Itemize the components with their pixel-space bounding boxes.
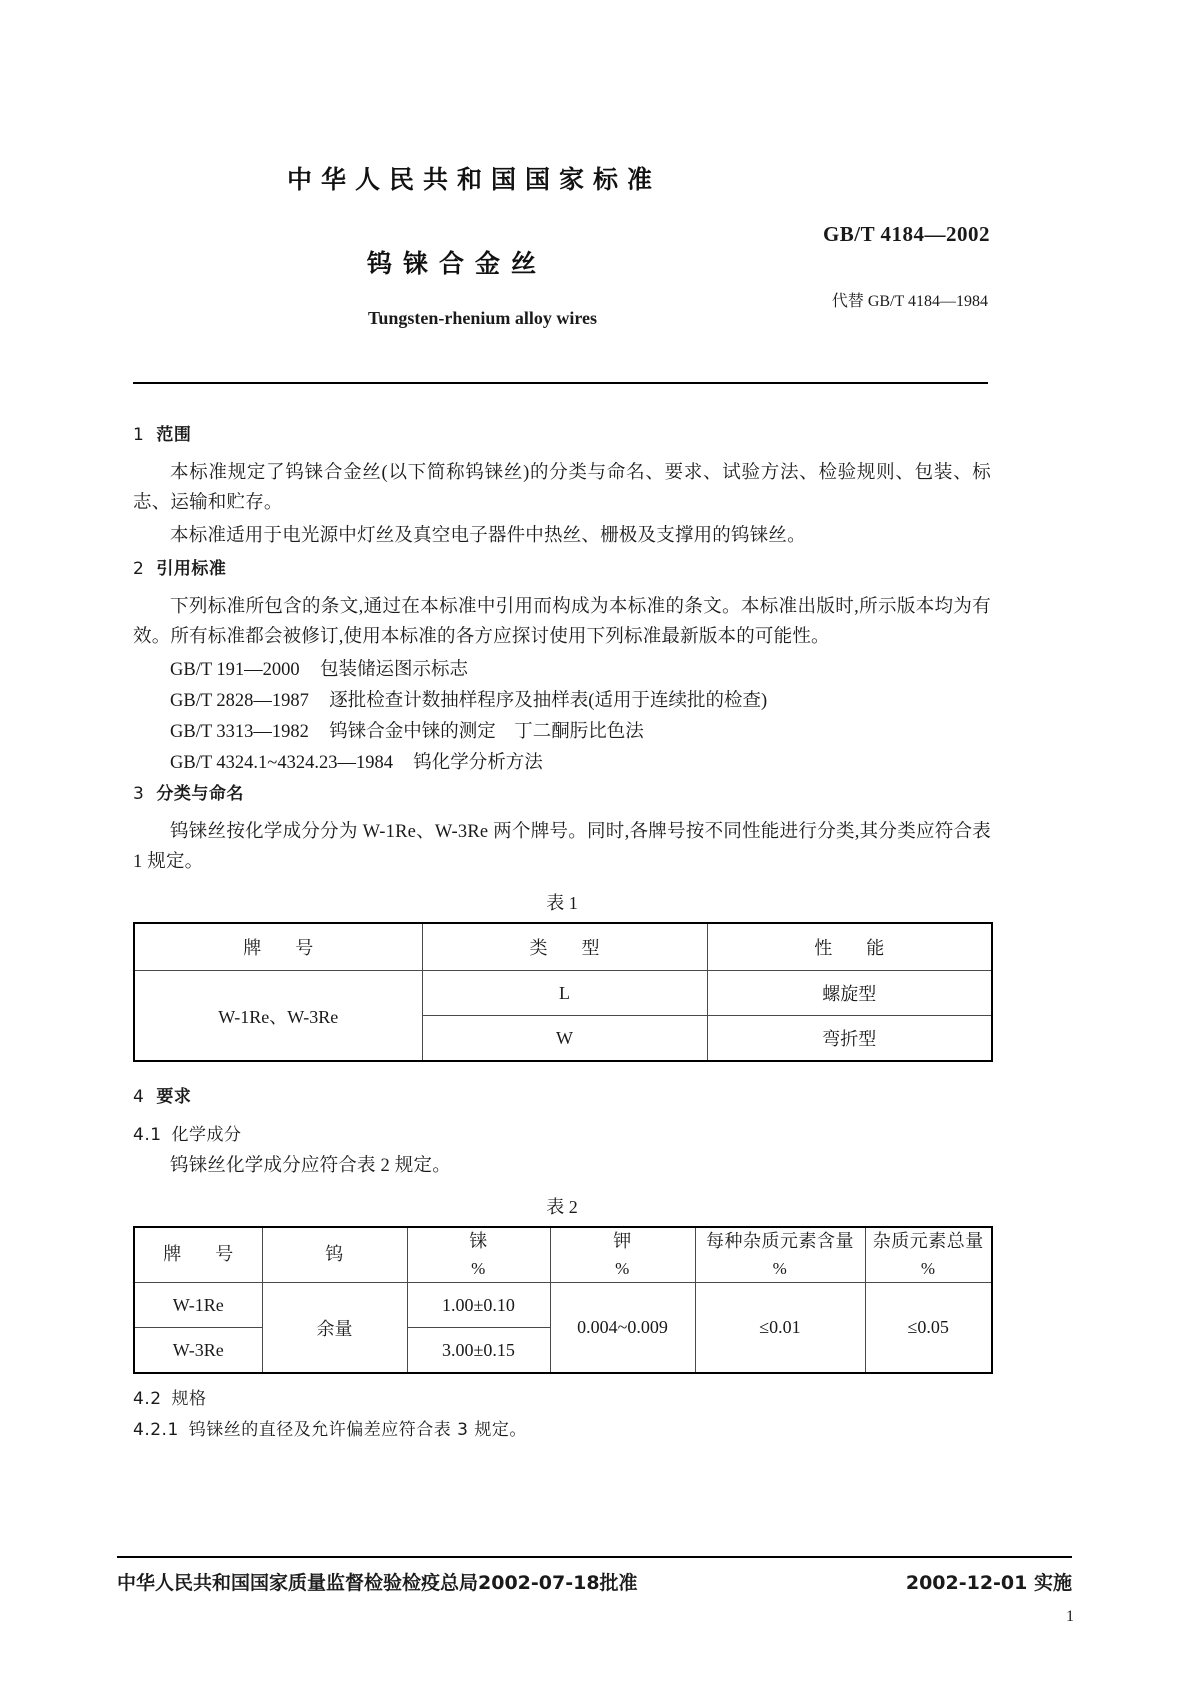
table-2-each-impurity-cell: ≤0.01: [695, 1283, 865, 1374]
footer-implementation-date: 2002-12-01 实施: [905, 1572, 1072, 1594]
table-2-header-tungsten: [262, 1227, 407, 1283]
table-2-grade-cell: W-3Re: [134, 1328, 262, 1374]
reference-code: GB/T 4324.1~4324.23—1984: [170, 753, 393, 773]
table-1-row: [134, 971, 992, 1016]
reference-item: [133, 655, 991, 686]
section-title-3: 分类与命名: [156, 784, 244, 804]
table-2-header-each-impurity-label: 每种杂质元素含量: [706, 1231, 854, 1251]
section-number-4: 4: [133, 1087, 145, 1107]
table-2: [133, 1226, 993, 1374]
section-text-4-2-1: 钨铼丝的直径及允许偏差应符合表 3 规定。: [188, 1420, 527, 1441]
table-2-header-each-impurity-unit: %: [772, 1258, 788, 1278]
section-1-paragraph-1: 本标准规定了钨铼合金丝(以下简称钨铼丝)的分类与命名、要求、试验方法、检验规则、包装、标志、运输和贮存。: [133, 463, 991, 513]
section-number-2: 2: [133, 559, 145, 579]
section-3-paragraph-1: 钨铼丝按化学成分分为 W-1Re、W-3Re 两个牌号。同时,各牌号按不同性能进行分类,其分类应符合表 1 规定。: [133, 822, 991, 872]
table-1-header-property-label: 性 能: [814, 938, 893, 958]
section-heading-2: [133, 554, 991, 579]
table-1-type-cell: L: [422, 971, 707, 1016]
table-1-header-type: [422, 923, 707, 971]
table-2-header-each-impurity: [695, 1227, 865, 1283]
reference-code: GB/T 2828—1987: [170, 691, 309, 711]
table-2-header-total-impurity-unit: %: [920, 1258, 936, 1278]
table-2-grade-cell: W-1Re: [134, 1283, 262, 1328]
table-1-header-grade-label: 牌 号: [243, 938, 322, 958]
reference-title: 钨化学分析方法: [413, 753, 543, 773]
table-2-header-rhenium-unit: %: [471, 1258, 486, 1278]
reference-title: 逐批检查计数抽样程序及抽样表(适用于连续批的检查): [329, 691, 768, 711]
reference-title: 包装储运图示标志: [320, 660, 469, 680]
table-2-header-potassium-unit: %: [615, 1258, 630, 1278]
replaces-standard: 代替 GB/T 4184—1984: [831, 293, 988, 310]
table-2-header-potassium-label: 钾: [613, 1231, 632, 1251]
section-heading-3: [133, 779, 991, 804]
section-heading-1: [133, 420, 991, 445]
reference-title: 钨铼合金中铼的测定 丁二酮肟比色法: [329, 722, 644, 742]
section-2-paragraph-1: 下列标准所包含的条文,通过在本标准中引用而构成为本标准的条文。本标准出版时,所示版本均为有效。所有标准都会被修订,使用本标准的各方应探讨使用下列标准最新版本的可能性。: [133, 597, 991, 647]
document-title-cn: 钨铼合金丝: [367, 249, 548, 278]
standard-code: GB/T 4184—2002: [822, 222, 990, 246]
reference-code: GB/T 3313—1982: [170, 722, 309, 742]
table-2-header-total-impurity-label: 杂质元素总量: [872, 1231, 984, 1251]
section-number-1: 1: [133, 425, 145, 445]
section-title-4-2: 规格: [171, 1389, 207, 1410]
table-2-header-rhenium-label: 铼: [469, 1231, 488, 1251]
header-divider: [133, 382, 988, 384]
table-1-property-cell: 弯折型: [707, 1016, 992, 1062]
section-number-4-2-1: 4.2.1: [133, 1420, 179, 1441]
national-standard-title: 中华人民共和国国家标准: [287, 165, 662, 194]
table-1-header-grade: [134, 923, 422, 971]
document-footer: [117, 1568, 1072, 1595]
reference-item: [133, 717, 991, 748]
section-number-4-2: 4.2: [133, 1389, 162, 1410]
footer-divider: [117, 1556, 1072, 1558]
section-title-1: 范围: [156, 425, 192, 445]
table-2-potassium-cell: 0.004~0.009: [550, 1283, 695, 1374]
table-2-header-total-impurity: [865, 1227, 992, 1283]
table-1-type-cell: W: [422, 1016, 707, 1062]
reference-code: GB/T 191—2000: [170, 660, 300, 680]
table-2-header-potassium: [550, 1227, 695, 1283]
table-1-property-cell: 螺旋型: [707, 971, 992, 1016]
page-number: 1: [1066, 1608, 1074, 1625]
table-2-row: [134, 1283, 992, 1328]
table-2-caption: 表 2: [546, 1197, 578, 1217]
section-heading-4-2-1: [133, 1415, 991, 1440]
reference-item: [133, 748, 991, 779]
section-4-1-paragraph-1: 钨铼丝化学成分应符合表 2 规定。: [170, 1156, 451, 1176]
table-1-header-property: [707, 923, 992, 971]
section-title-4-1: 化学成分: [171, 1125, 242, 1145]
table-1-header-row: [134, 923, 992, 971]
document-body: [133, 420, 991, 1446]
document-title-en: Tungsten-rhenium alloy wires: [367, 308, 598, 328]
section-title-4: 要求: [156, 1087, 192, 1107]
section-heading-4: [133, 1082, 991, 1107]
section-1-paragraph-2: 本标准适用于电光源中灯丝及真空电子器件中热丝、栅极及支撑用的钨铼丝。: [170, 526, 806, 546]
table-2-tungsten-cell: 余量: [262, 1283, 407, 1374]
table-1-header-type-label: 类 型: [529, 938, 608, 958]
table-2-header-tungsten-label: 钨: [325, 1244, 344, 1265]
section-number-3: 3: [133, 784, 145, 804]
table-1: [133, 922, 993, 1062]
table-2-total-impurity-cell: ≤0.05: [865, 1283, 992, 1374]
table-2-header-row: [134, 1227, 992, 1283]
reference-item: [133, 686, 991, 717]
footer-approval-text: 中华人民共和国国家质量监督检验检疫总局2002-07-18批准: [117, 1572, 638, 1594]
table-1-grade-cell: W-1Re、W-3Re: [134, 971, 422, 1062]
document-header: [135, 160, 990, 329]
table-2-header-grade-label: 牌 号: [163, 1244, 242, 1265]
table-2-header-grade: [134, 1227, 262, 1283]
section-heading-4-1: [133, 1120, 991, 1145]
section-title-2: 引用标准: [156, 559, 227, 579]
section-number-4-1: 4.1: [133, 1125, 162, 1145]
table-2-rhenium-cell: 1.00±0.10: [407, 1283, 550, 1328]
table-2-header-rhenium: [407, 1227, 550, 1283]
table-2-rhenium-cell: 3.00±0.15: [407, 1328, 550, 1374]
table-1-caption: 表 1: [546, 893, 578, 913]
section-heading-4-2: [133, 1384, 991, 1409]
